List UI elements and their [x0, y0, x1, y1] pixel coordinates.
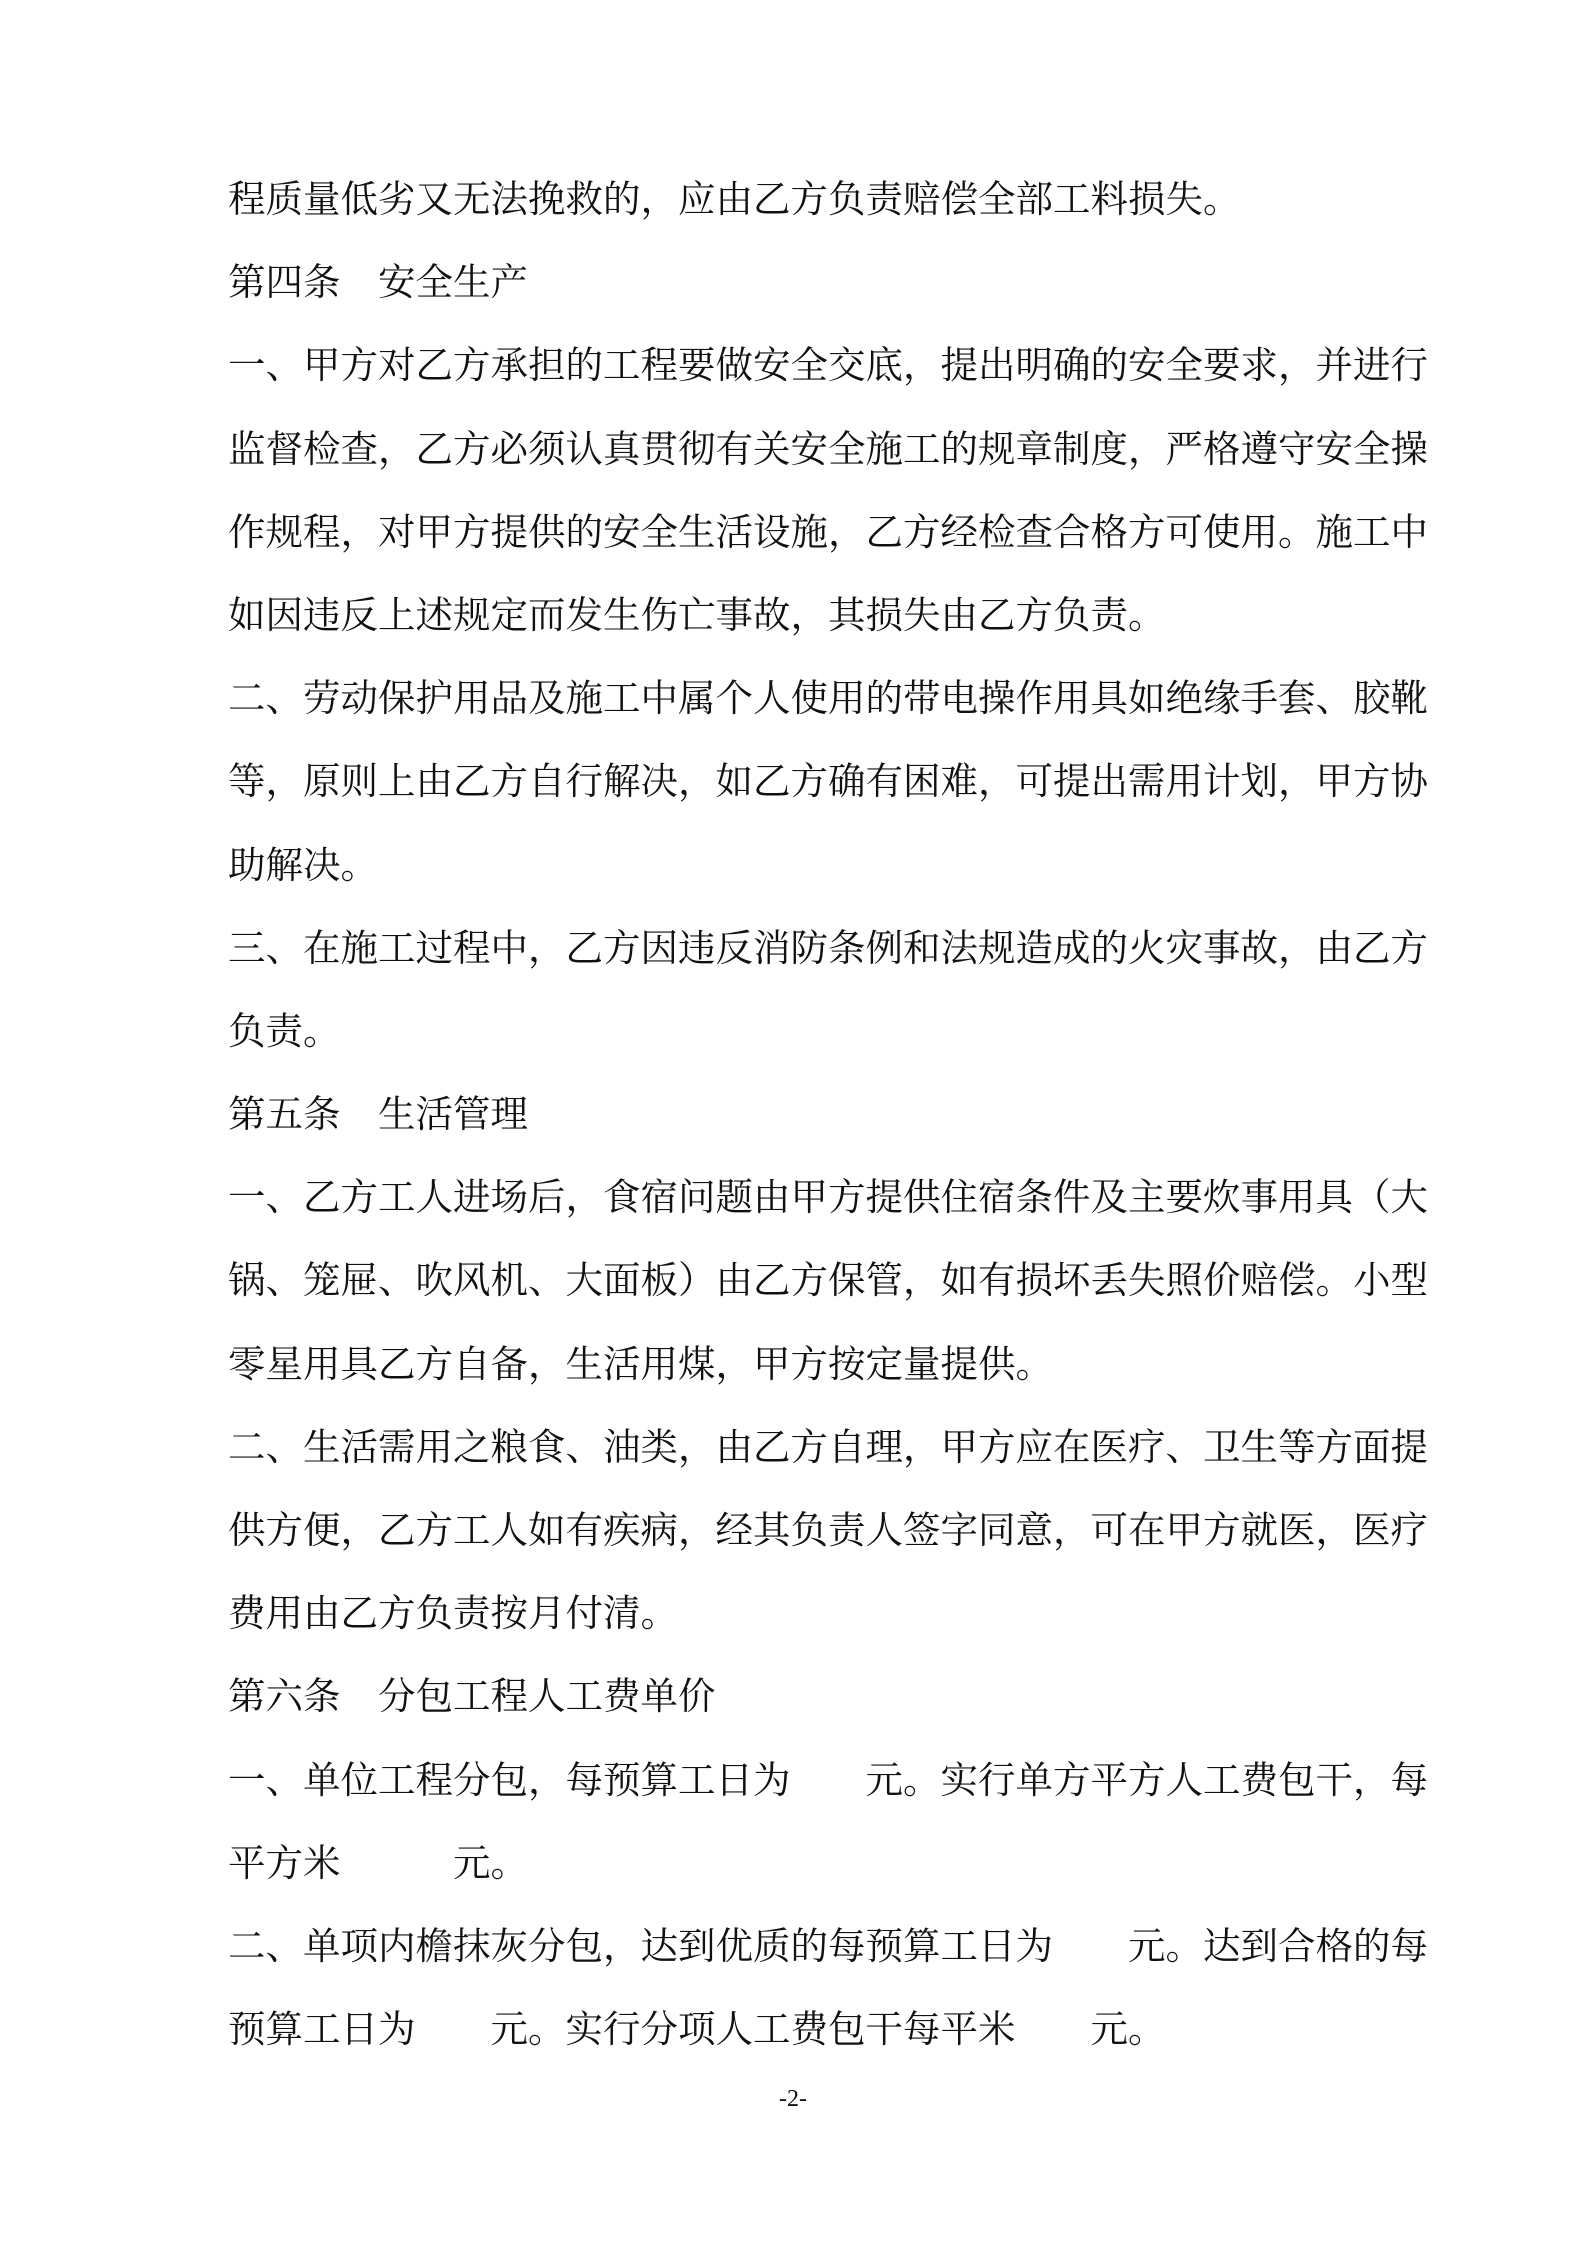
text-line: 如因违反上述规定而发生伤亡事故，其损失由乙方负责。	[228, 592, 1166, 637]
text-line: 一、单位工程分包，每预算工日为 元。实行单方平方人工费包干，每	[228, 1757, 1428, 1802]
document-body	[228, 158, 1428, 2071]
section-heading-article-5: 第五条 生活管理	[228, 1092, 528, 1137]
text-line: 负责。	[228, 1008, 341, 1053]
text-line: 作规程，对甲方提供的安全生活设施，乙方经检查合格方可使用。施工中	[228, 509, 1428, 554]
text-line: 平方米 元。	[228, 1840, 528, 1885]
text-line: 助解决。	[228, 842, 378, 887]
text-line: 监督检查，乙方必须认真贯彻有关安全施工的规章制度，严格遵守安全操	[228, 426, 1428, 471]
text-line: 零星用具乙方自备，生活用煤，甲方按定量提供。	[228, 1341, 1053, 1386]
text-line: 二、生活需用之粮食、油类，由乙方自理，甲方应在医疗、卫生等方面提	[228, 1424, 1428, 1469]
text-line: 一、甲方对乙方承担的工程要做安全交底，提出明确的安全要求，并进行	[228, 343, 1428, 388]
text-line: 等，原则上由乙方自行解决，如乙方确有困难，可提出需用计划，甲方协	[228, 759, 1428, 804]
text-line: 供方便，乙方工人如有疾病，经其负责人签字同意，可在甲方就医，医疗	[228, 1508, 1428, 1552]
text-line: 三、在施工过程中，乙方因违反消防条例和法规造成的火灾事故，由乙方	[228, 925, 1428, 970]
section-heading-article-4: 第四条 安全生产	[228, 260, 528, 305]
text-line: 预算工日为 元。实行分项人工费包干每平米 元。	[228, 2007, 1166, 2052]
text-line: 二、单项内檐抹灰分包，达到优质的每预算工日为 元。达到合格的每	[228, 1923, 1428, 1968]
text-line: 锅、笼屉、吹风机、大面板）由乙方保管，如有损坏丢失照价赔偿。小型	[228, 1258, 1428, 1303]
text-line: 程质量低劣又无法挽救的，应由乙方负责赔偿全部工料损失。	[228, 177, 1241, 221]
text-line: 一、乙方工人进场后，食宿问题由甲方提供住宿条件及主要炊事用具（大	[228, 1175, 1428, 1220]
text-line: 费用由乙方负责按月付清。	[228, 1591, 678, 1636]
page-number: -2-	[779, 2086, 807, 2112]
section-heading-article-6: 第六条 分包工程人工费单价	[228, 1674, 716, 1719]
text-line: 二、劳动保护用品及施工中属个人使用的带电操作用具如绝缘手套、胶靴	[228, 676, 1428, 721]
